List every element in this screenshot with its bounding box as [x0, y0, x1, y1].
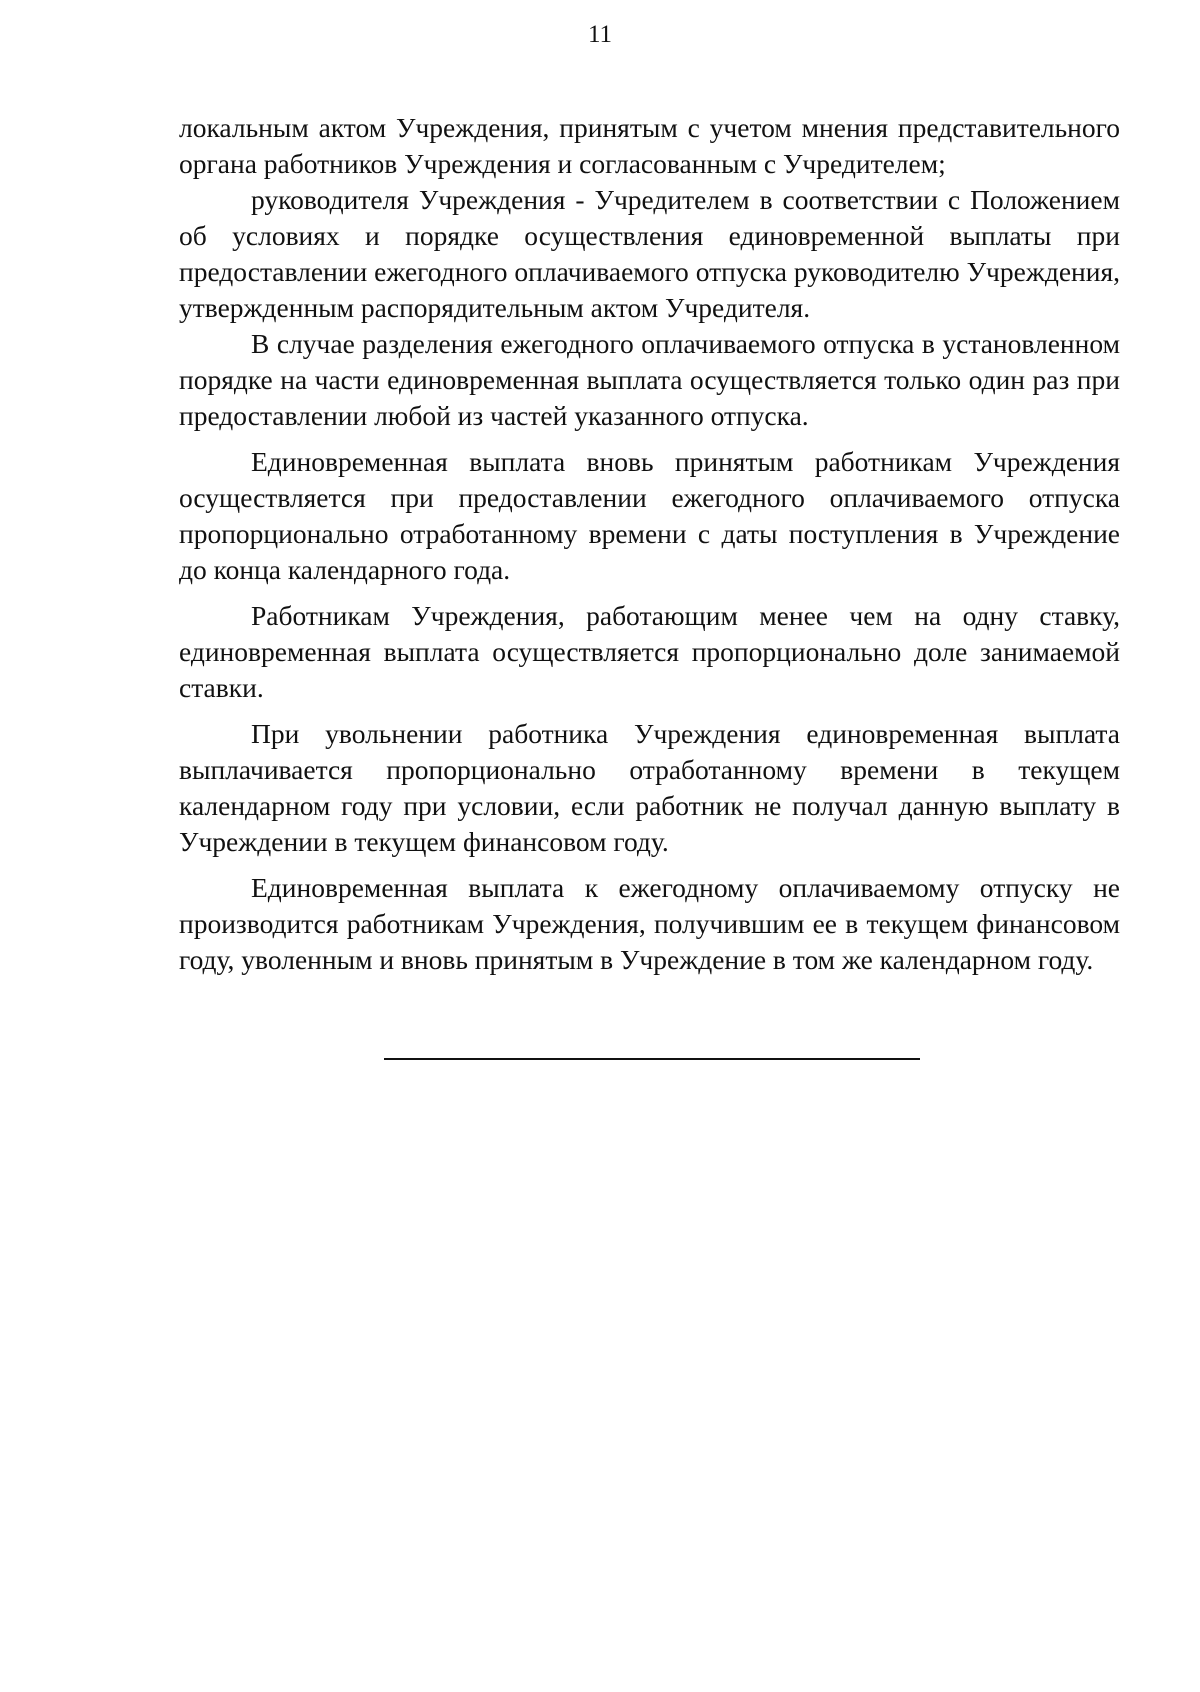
paragraph-no-repeat-payment: Единовременная выплата к ежегодному оплачиваемому отпуску не производится работникам Учреждения, получившим ее в текущем финансовом году, уволенным и вновь принятым в Учреждение в том же календарном году.: [179, 872, 1120, 975]
paragraph-dismissal: При увольнении работника Учреждения единовременная выплата выплачивается пропорционально отработанному времени в текущем календарном году при условии, если работник не получал данную выплату в Учреждении в текущем финансовом году.: [179, 718, 1120, 857]
document-body: [179, 110, 1120, 978]
paragraph-new-employees: Единовременная выплата вновь принятым работникам Учреждения осуществляется при предоставлении ежегодного оплачиваемого отпуска пропорционально отработанному времени с даты поступления в Учреждение до конца календарного года.: [179, 446, 1120, 585]
paragraph-part-time: Работникам Учреждения, работающим менее чем на одну ставку, единовременная выплата осуществляется пропорционально доле занимаемой ставки.: [179, 600, 1120, 703]
page-number: 11: [587, 21, 613, 48]
paragraph-continuation: локальным актом Учреждения, принятым с учетом мнения представительного органа работников Учреждения и согласованным с Учредителем;: [179, 112, 1120, 179]
paragraph-director-payment: руководителя Учреждения - Учредителем в соответствии с Положением об условиях и порядке осуществления единовременной выплаты при предоставлении ежегодного оплачиваемого отпуска руководителю Учреждения, утвержденным распорядительным актом Учредителя.: [179, 184, 1120, 323]
end-of-document-rule: [384, 1058, 920, 1060]
paragraph-vacation-split: В случае разделения ежегодного оплачиваемого отпуска в установленном порядке на части единовременная выплата осуществляется только один раз при предоставлении любой из частей указанного отпуска.: [179, 328, 1120, 431]
